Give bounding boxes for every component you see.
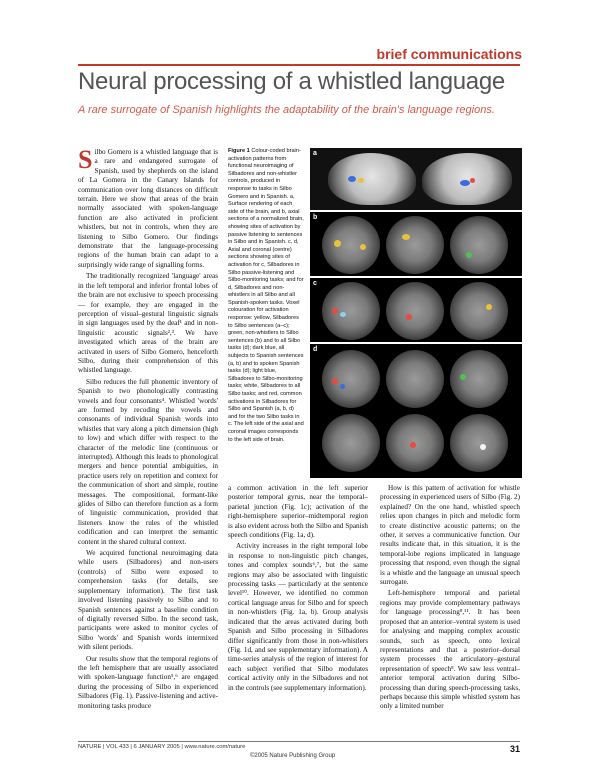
paragraph: a common activation in the left superior posterior temporal gyrus, near the temporal–parietal junction (Fig. 1c); activation of the right-hemisphere superior–midtemporal region is also evident across both the Silbo and Spanish speech conditions (Fig. 1a, d). <box>228 484 368 540</box>
paragraph: The traditionally recognized 'language' areas in the left temporal and inferior frontal lobes of the brain are not exclusive to speech processing — for example, they are engaged in the perception of visual–gestural linguistic signals in sign languages used by the deaf¹ and in non-linguistic acoustic signals²,³. We have investigated which areas of the brain are activated in users of Silbo Gomero, henceforth Silbo, during their comprehension of this whistled language. <box>78 272 218 375</box>
caption-text: Colour-coded brain-activation patterns from functional neuroimaging of Silbadores and non-whistler controls, produced in response to tasks in Silbo Gomero and in Spanish. a, Surface rendering of each side of the brain, and b, axial sections of a normalized brain, showing sites of activation by passive listening to sentences in Silbo and in Spanish. c, d, Axial and coronal (centre) sections showing sites of activation for c, Silbadores in Silbo passive-listening and Silbo-monitoring tasks; and for d, Silbadores and non-whistlers in all Silbo and all Spanish-spoken tasks. Voxel colouration for activation response: yellow, Silbadores to Silbo sentences (a–c); green, non-whistlers to Silbo sentences (b) and to all Silbo tasks (d); dark blue, all subjects to Spanish sentences (a, b) and to spoken Spanish tasks (d); light blue, Silbadores to Silbo-monitoring tasks; white, Silbadores to all Silbo tasks; and red, common activations in Silbadores for Silbo and Spanish (a, b, d) and for the two Silbo tasks in c. The left side of the axial and coronal images corresponds to the left side of brain. <box>228 148 304 443</box>
panel-label-d: d <box>313 346 318 353</box>
brain-surface-right <box>422 153 512 205</box>
axial-slice <box>322 216 380 274</box>
panel-d <box>310 344 522 478</box>
page-number: 31 <box>509 744 520 754</box>
paragraph: Silbo Gomero is a whistled language that is a rare and endangered surrogate of Spanish, used by shepherds on the island of La Gomera in the Canary Islands for communication over long distances on difficult terrain. Here we show that areas of the brain normally associated with spoken-language function are also activated in proficient whistlers, but not in controls, when they are listening to Silbo Gomero. Our findings demonstrate that the language-processing regions of the human brain can adapt to a surprisingly wide range of signalling forms. <box>78 145 218 269</box>
journal-info: NATURE | VOL 433 | 6 JANUARY 2005 | www.nature.com/nature <box>78 744 246 750</box>
axial-slice <box>322 350 380 408</box>
figure-caption <box>228 148 304 444</box>
article-title: Neural processing of a whistled language <box>78 68 505 95</box>
footer-rule <box>78 741 520 742</box>
axial-slice <box>322 414 380 472</box>
drop-cap: S <box>78 145 93 174</box>
axial-slice <box>450 282 508 340</box>
brain-surface-left <box>328 153 416 205</box>
axial-slice <box>450 350 508 408</box>
axial-slice <box>386 216 444 274</box>
body-column-2 <box>228 484 368 695</box>
coronal-slice <box>386 282 444 340</box>
paragraph: Silbo reduces the full phonemic inventory of Spanish to two phonologically contrasting vowels and four consonants⁴. Whistled 'words' are formed by recoding the vowels and consonants of individual Spanish words into whistles that vary along a pitch dimension (high to low) and which differ with respect to the character of the melodic line (continuous or interrupted). Although this leads to phonological mergers and hence potential ambiguities, in practice users rely on repetition and context for the communication of short and simple, routine messages. The compositional, formant-like glides of Silbo can therefore function as a form of linguistic communication, provided that listeners know the rules of the whistled codification and can interpret the semantic content in the shared cultural context. <box>78 377 218 546</box>
article-subtitle: A rare surrogate of Spanish highlights the adaptability of the brain's language regions. <box>78 104 495 116</box>
panel-c <box>310 278 522 342</box>
figure-1 <box>310 148 522 478</box>
paragraph: We acquired functional neuroimaging data while users (Silbadores) and non-users (controls) of Silbo were exposed to comprehension tasks (for details, see supplementary information). The first task involved listening passively to Silbo and to Spanish sentences against a baseline condition of digitally reversed Silbo. In the second task, participants were asked to monitor cycles of Silbo 'words' and Spanish words intermixed with silent periods. <box>78 549 218 652</box>
section-label: brief communications <box>376 46 522 62</box>
coronal-slice <box>386 350 444 408</box>
panel-label-a: a <box>313 150 317 157</box>
caption-label: Figure 1 <box>228 148 250 154</box>
body-column-3 <box>380 484 520 714</box>
axial-slice <box>450 216 508 274</box>
paragraph: Left-hemisphere temporal and parietal regions may provide complementary pathways for language processing⁸,¹¹. It has been proposed that an anterior–ventral system is used for analysing and mapping complex acoustic sounds, such as speech, onto lexical representations and that a posterior–dorsal system processes the articulatory–gestural representation of speech⁸. We saw less ventral–anterior temporal activation during Silbo-processing than during speech-processing tasks, perhaps because this simple whistled system has only a limited number <box>380 589 520 711</box>
paragraph: Our results show that the temporal regions of the left hemisphere that are usually associated with spoken-language function⁵,⁶ are engaged during the processing of Silbo in experienced Silbadores (Fig. 1). Passive-listening and active-monitoring tasks produce <box>78 654 218 710</box>
header-rule <box>78 64 520 66</box>
body-column-1 <box>78 145 218 713</box>
copyright: ©2005 Nature Publishing Group <box>250 753 336 759</box>
paragraph: Activity increases in the right temporal lobe in response to non-linguistic pitch changes, tones and complex sounds⁶,⁷, but the same regions may also be associated with linguistic processing tasks — particularly at the sentence level¹⁰. However, we identified no common cortical language areas for Silbo and for speech in non-whistlers (Fig. 1a, b). Group analysis indicated that the areas activated during both Spanish and Silbo processing in Silbadores differ significantly from those in non-whistlers (Fig. 1d, and see supplementary information). A time-series analysis of the region of interest for each subject verified that Silbo modulates cortical activity only in the Silbadores and not in the controls (see supplementary information). <box>228 542 368 692</box>
axial-slice <box>450 414 508 472</box>
axial-slice <box>322 282 380 340</box>
paragraph: How is this pattern of activation for whistle processing in experienced users of Silbo (Fig. 2) explained? On the one hand, whistled speech relies upon changes in pitch and melodic form to create distinctive acoustic patterns; on the other, it serves a communicative function. Our results indicate that, in this situation, it is the temporal-lobe regions implicated in language processing that respond, even though the signal is a whistle and the language an unusual speech surrogate. <box>380 484 520 587</box>
panel-a <box>310 148 522 210</box>
panel-label-c: c <box>313 280 317 287</box>
panel-label-b: b <box>313 214 318 221</box>
panel-b <box>310 212 522 276</box>
